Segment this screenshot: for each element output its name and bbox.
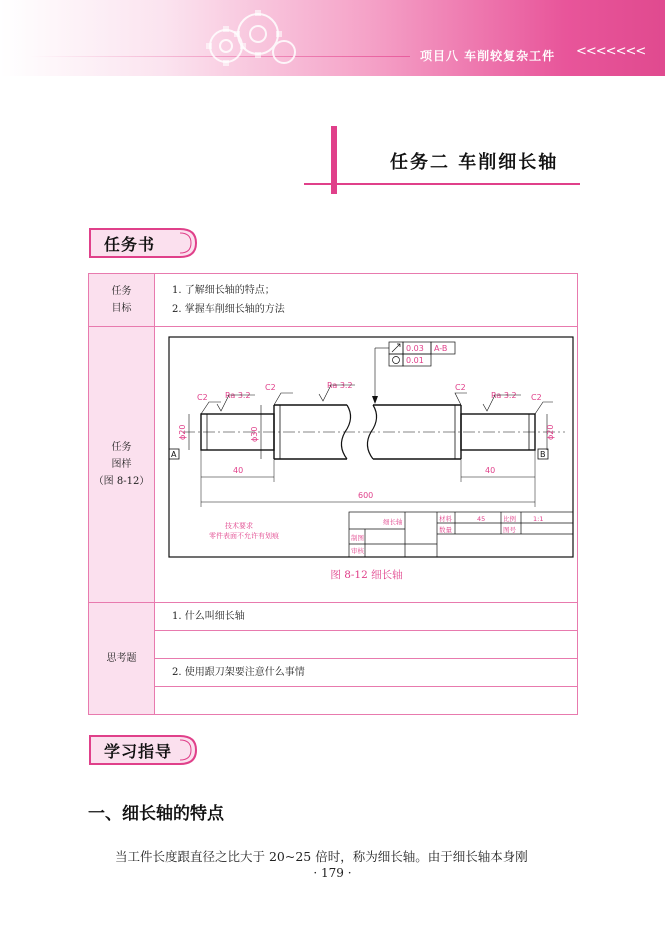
tolerance-frames xyxy=(372,342,455,404)
dim-length-total: 600 xyxy=(358,491,374,500)
section-heading: 一、细长轴的特点 xyxy=(88,804,224,824)
chamfer-label: C2 xyxy=(265,383,276,392)
tol-cyl-value: 0.01 xyxy=(406,356,424,365)
tech-req-title: 技术要求 xyxy=(225,522,253,530)
roughness-label: Ra 3.2 xyxy=(327,381,353,390)
objective-item: 2. 掌握车削细长轴的方法 xyxy=(172,304,285,315)
cylindricity-icon xyxy=(393,357,400,364)
tb-scale: 1:1 xyxy=(533,515,544,523)
task-title: 任务二 车削细长轴 xyxy=(390,152,559,173)
tb-material: 45 xyxy=(477,515,486,523)
answer-line xyxy=(155,631,577,659)
questions-label: 思考题 xyxy=(89,603,155,715)
objective-item: 1. 了解细长轴的特点； xyxy=(172,285,275,296)
dim-dia-right: ϕ20 xyxy=(546,424,555,440)
figure-caption: 图 8-12 细长轴 xyxy=(330,569,403,581)
dim-length-left: 40 xyxy=(233,466,244,475)
objective-label: 任务 目标 xyxy=(89,274,155,327)
shaft-drawing xyxy=(155,332,578,562)
taskbook-tab-label: 任务书 xyxy=(104,235,156,254)
questions-content xyxy=(155,603,578,715)
guide-tab-label: 学习指导 xyxy=(104,742,173,761)
question-item: 1. 什么叫细长轴 xyxy=(155,603,577,631)
task-table xyxy=(88,273,578,715)
roughness-label: Ra 3.2 xyxy=(225,391,251,400)
tb-check-label: 审核 xyxy=(351,547,364,555)
tb-material-label: 材料 xyxy=(439,515,452,523)
tb-scale-label: 比例 xyxy=(503,515,516,523)
tol-datum: A-B xyxy=(434,344,448,353)
page-number: · 179 · xyxy=(313,866,352,880)
drawing-row xyxy=(89,327,578,603)
tol-runout-value: 0.03 xyxy=(406,344,424,353)
drawing-label: 任务 图样 （图 8-12） xyxy=(89,327,155,603)
question-item: 2. 使用跟刀架要注意什么事情 xyxy=(155,659,577,687)
chamfer-label: C2 xyxy=(197,393,208,402)
header-title: 项目八 车削较复杂工件 xyxy=(420,49,556,63)
tb-draw-label: 制图 xyxy=(351,534,364,542)
runout-icon xyxy=(392,344,400,352)
tech-req-text: 零件表面不允许有划痕 xyxy=(209,532,279,540)
datum-a: A xyxy=(171,450,177,459)
page-header xyxy=(0,0,665,76)
objective-content xyxy=(155,274,578,327)
tb-qty-label: 数量 xyxy=(439,526,452,534)
dim-length-right: 40 xyxy=(485,466,496,475)
gears-icon xyxy=(196,4,306,74)
questions-row xyxy=(89,603,578,715)
dim-dia-left: ϕ20 xyxy=(178,424,187,440)
answer-line xyxy=(155,687,577,714)
dim-dia-mid: ϕ30 xyxy=(250,426,259,442)
roughness-label: Ra 3.2 xyxy=(491,391,517,400)
tb-part-name: 细长轴 xyxy=(383,518,403,526)
task-title-underline xyxy=(304,183,580,185)
tb-drawno-label: 图号 xyxy=(503,526,516,534)
drawing-content xyxy=(155,327,578,603)
chamfer-label: C2 xyxy=(531,393,542,402)
header-arrows-decoration: <<<<<<< xyxy=(576,44,646,59)
datum-b: B xyxy=(540,450,546,459)
objective-row xyxy=(89,274,578,327)
body-paragraph: 当工件长度跟直径之比大于 20~25 倍时，称为细长轴。由于细长轴本身刚 xyxy=(115,849,528,864)
chamfer-label: C2 xyxy=(455,383,466,392)
